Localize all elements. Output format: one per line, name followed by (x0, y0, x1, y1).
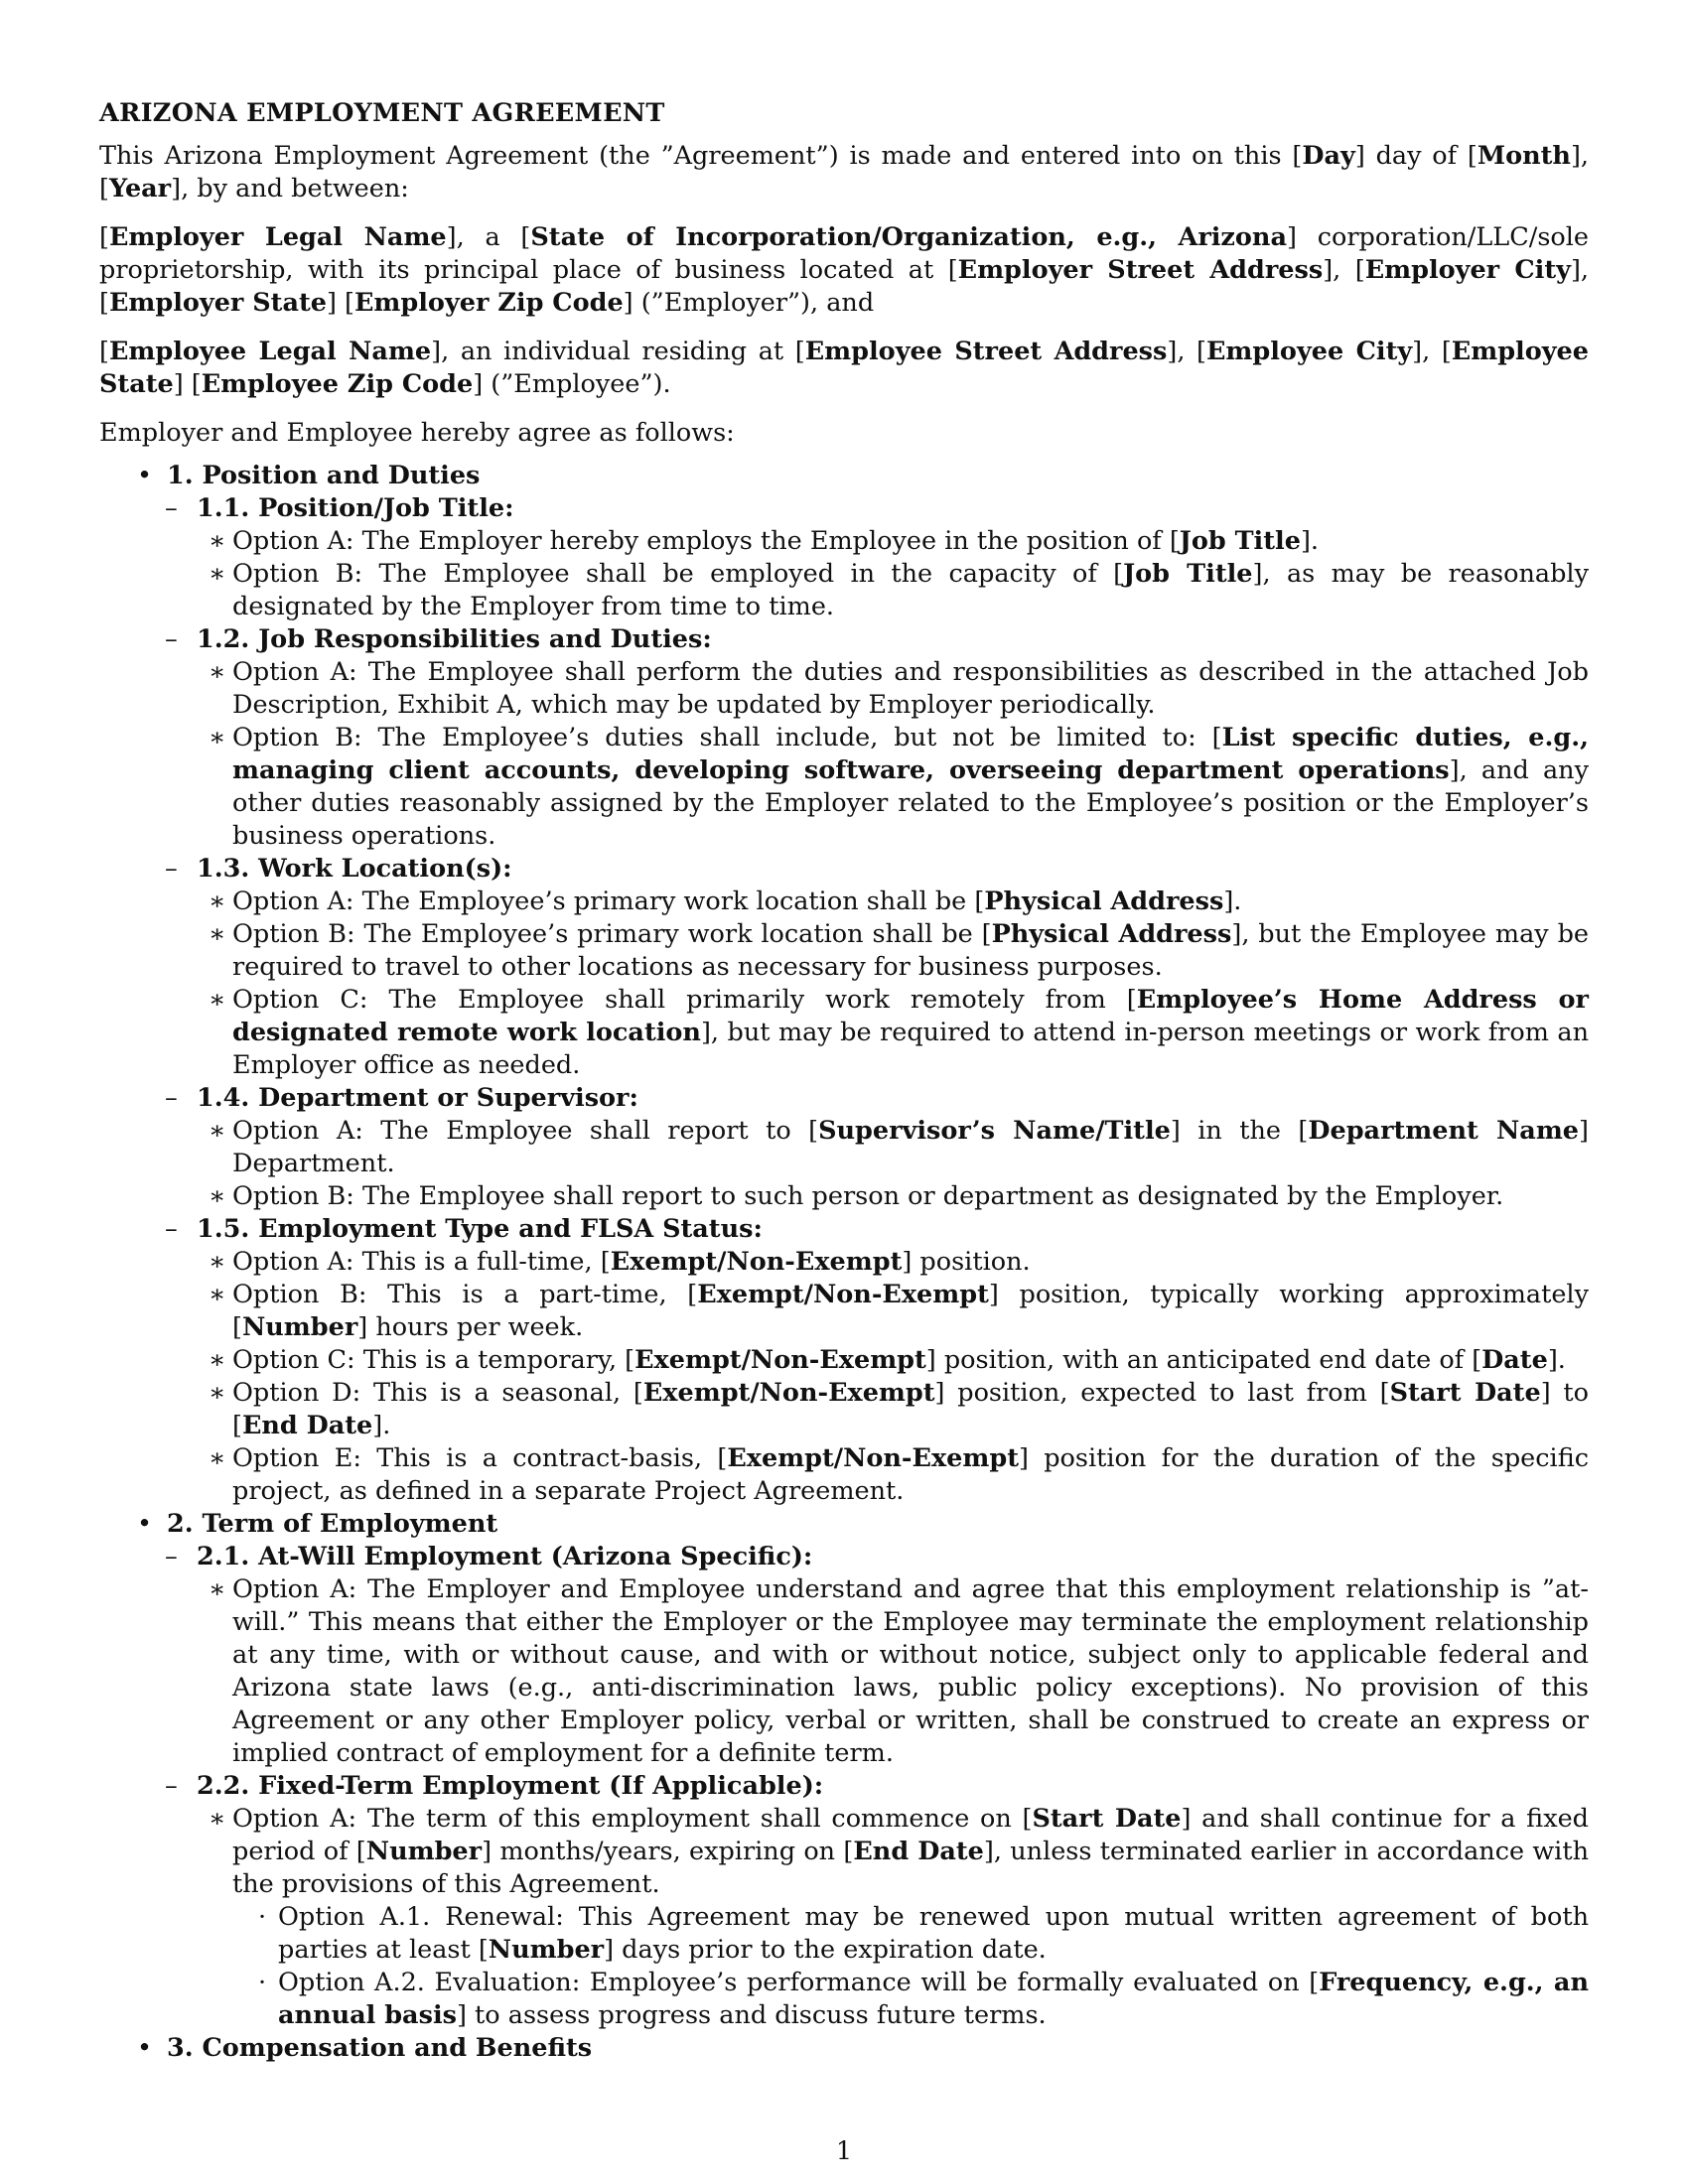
agree-paragraph: Employer and Employee hereby agree as follows: (99, 418, 735, 448)
section-2: • 2. Term of Employment – 2.1. At-Will Employment (Arizona Specific): ∗ Option A: The Employer and Employee understand and agree that this employment relationship is ”at-will.” This means that either the Employer or the Employee may terminate the employment relationship at any time, with or without cause, and with or without notice, subject only to applicable federal and Arizona state laws (e.g., anti-discrimination laws, public policy exceptions). No provision of this Agreement or any other Employer policy, verbal or written, shall be construed to create an express or implied contract of employment for a definite term. – 2.2. Fixed-Term Employment (If Applicable): ∗ Option A: The term of this employment shall commence on [Start Date] and shall continue for a fixed period of [Number] months/years, expiring on [End Date], unless terminated earlier in accordance with the provisions of this Agreement. · Option A.1. Renewal: This Agreement may be renewed upon mutual written agreement of both parties at least [Number] days prior to the expiration date. · Option A.2. Evaluation: Employee’s performance will be formally evaluated on [Frequency, e.g., an annual basis] to assess progress and discuss future terms. (137, 1509, 1590, 2030)
subsection-2-1: – 2.1. At-Will Employment (Arizona Specific): ∗ Option A: The Employer and Employee understand and agree that this employment relationship is ”at-will.” This means that either the Employer or the Employee may terminate the employment relationship at any time, with or without cause, and with or without notice, subject only to applicable federal and Arizona state laws (e.g., anti-discrimination laws, public policy exceptions). No provision of this Agreement or any other Employer policy, verbal or written, shall be construed to create an express or implied contract of employment for a definite term. (135, 1541, 1589, 1770)
section-3: • 3. Compensation and Benefits (137, 2033, 593, 2063)
document-title: ARIZONA EMPLOYMENT AGREEMENT (99, 98, 665, 128)
subsection-2-2: – 2.2. Fixed-Term Employment (If Applicable): ∗ Option A: The term of this employment shall commence on [Start Date] and shall continue for a fixed period of [Number] months/years, expiring on [End Date], unless terminated earlier in accordance with the provisions of this Agreement. · Option A.1. Renewal: This Agreement may be renewed upon mutual written agreement of both parties at least [Number] days prior to the expiration date. · Option A.2. Evaluation: Employee’s performance will be formally evaluated on [Frequency, e.g., an annual basis] to assess progress and discuss future terms. (135, 1770, 1589, 2032)
list-item: ∗ Option B: The Employee’s duties shall include, but not be limited to: [List specific duties, e.g., managing client accounts, developing software, overseeing department operations], and any other duties reasonably assigned by the Employer related to the Employee’s position or the Employer’s business operations. (209, 723, 1589, 851)
subsection-1-5: – 1.5. Employment Type and FLSA Status: ∗ Option A: This is a full-time, [Exempt/Non-Exempt] position. ∗ Option B: This is a part-time, [Exempt/Non-Exempt] position, typically working approximately [Number] hours per week. ∗ Option C: This is a temporary, [Exempt/Non-Exempt] position, with an anticipated end date of [Date]. ∗ Option D: This is a seasonal, [Exempt/Non-Exempt] position, expected to last from [Start Date] to [End Date]. ∗ Option E: This is a contract-basis, [Exempt/Non-Exempt] position for the duration of the specific project, as defined in a separate Project Agreement. (135, 1213, 1589, 1508)
list-item: ∗ Option B: The Employee shall report to such person or department as designated by the Employer. (209, 1181, 1504, 1211)
list-item: ∗ Option A: The Employee shall perform the duties and responsibilities as described in the attached Job Description, Exhibit A, which may be updated by Employer periodically. (209, 657, 1589, 720)
list-item: · Option A.1. Renewal: This Agreement may be renewed upon mutual written agreement of both parties at least [Number] days prior to the expiration date. (258, 1902, 1589, 1965)
employee-paragraph: [Employee Legal Name], an individual residing at [Employee Street Address], [Employee City], [Employee State] [Employee Zip Code] (”Employee”). (99, 337, 1589, 399)
list-item: ∗ Option A: The term of this employment shall commence on [Start Date] and shall continue for a fixed period of [Number] months/years, expiring on [End Date], unless terminated earlier in accordance with the provisions of this Agreement. · Option A.1. Renewal: This Agreement may be renewed upon mutual written agreement of both parties at least [Number] days prior to the expiration date. · Option A.2. Evaluation: Employee’s performance will be formally evaluated on [Frequency, e.g., an annual basis] to assess progress and discuss future terms. (147, 1803, 1589, 2032)
list-item: ∗ Option D: This is a seasonal, [Exempt/Non-Exempt] position, expected to last from [Start Date] to [End Date]. (209, 1378, 1590, 1440)
list-item: ∗ Option B: The Employee’s primary work location shall be [Physical Address], but the Employee may be required to travel to other locations as necessary for business purposes. (209, 919, 1589, 982)
list-item: ∗ Option A: The Employee shall report to [Supervisor’s Name/Title] in the [Department Name] Department. (209, 1116, 1589, 1178)
section-1: • 1. Position and Duties – 1.1. Position/Job Title: ∗ Option A: The Employer hereby employs the Employee in the position of [Job Title]. ∗ Option B: The Employee shall be employed in the capacity of [Job Title], as may be reasonably designated by the Employer from time to time. – 1.2. Job Responsibilities and Duties: ∗ Option A: The Employee shall perform the duties and responsibilities as described in the attached Job Description, Exhibit A, which may be updated by Employer periodically. ∗ Option B: The Employee’s duties shall include, but not be limited to: [List specific duties, e.g., managing client accounts, developing software, overseeing department operations], and any other duties reasonably assigned by the Employer related to the Employee’s position or the Employer’s business operations. – 1.3. Work Location(s): ∗ Option A: The Employee’s primary work location shall be [Physical Address]. ∗ Option B: The Employee’s primary work location shall be [Physical Address], but the Employee may be required to travel to other locations as necessary for business purposes. ∗ Option C: The Employee shall primarily work remotely from [Employee’s Home Address or designated remote work location], but may be required to attend in-person meetings or work from an Employer office as needed. – 1.4. Department or Supervisor: ∗ Option A: The Employee shall report to [Supervisor’s Name/Title] in the [Department Name] Department. ∗ Option B: The Employee shall report to such person or department as designated by the Employer. – 1.5. Employment Type and FLSA Status: ∗ Option A: This is a full-time, [Exempt/Non-Exempt] position. ∗ Option B: This is a part-time, [Exempt/Non-Exempt] position, typically working approximately [Number] hours per week. ∗ Option C: This is a temporary, [Exempt/Non-Exempt] position, with an anticipated end date of [Date]. ∗ Option D: This is a seasonal, [Exempt/Non-Exempt] position, expected to last from [Start Date] to [End Date]. ∗ Option E: This is a contract-basis, [Exempt/Non-Exempt] position for the duration of the specific project, as defined in a separate Project Agreement. (137, 461, 1590, 1506)
section-list (99, 460, 1589, 2065)
list-item: ∗ Option C: The Employee shall primarily work remotely from [Employee’s Home Address or designated remote work location], but may be required to attend in-person meetings or work from an Employer office as needed. (209, 985, 1589, 1080)
list-item: ∗ Option A: The Employer and Employee understand and agree that this employment relationship is ”at-will.” This means that either the Employer or the Employee may terminate the employment relationship at any time, with or without cause, and with or without notice, subject only to applicable federal and Arizona state laws (e.g., anti-discrimination laws, public policy exceptions). No provision of this Agreement or any other Employer policy, verbal or written, shall be construed to create an express or implied contract of employment for a definite term. (209, 1574, 1589, 1768)
document-page (99, 97, 1589, 2065)
list-item: ∗ Option B: The Employee shall be employed in the capacity of [Job Title], as may be reasonably designated by the Employer from time to time. (209, 559, 1589, 621)
list-item: ∗ Option B: This is a part-time, [Exempt/Non-Exempt] position, typically working approximately [Number] hours per week. (209, 1280, 1589, 1342)
subsection-1-2: – 1.2. Job Responsibilities and Duties: ∗ Option A: The Employee shall perform the duties and responsibilities as described in the attached Job Description, Exhibit A, which may be updated by Employer periodically. ∗ Option B: The Employee’s duties shall include, but not be limited to: [List specific duties, e.g., managing client accounts, developing software, overseeing department operations], and any other duties reasonably assigned by the Employer related to the Employee’s position or the Employer’s business operations. (135, 623, 1589, 853)
list-item: · Option A.2. Evaluation: Employee’s performance will be formally evaluated on [Frequency, e.g., an annual basis] to assess progress and discuss future terms. (258, 1968, 1589, 2030)
subsection-1-3: – 1.3. Work Location(s): ∗ Option A: The Employee’s primary work location shall be [Physical Address]. ∗ Option B: The Employee’s primary work location shall be [Physical Address], but the Employee may be required to travel to other locations as necessary for business purposes. ∗ Option C: The Employee shall primarily work remotely from [Employee’s Home Address or designated remote work location], but may be required to attend in-person meetings or work from an Employer office as needed. (135, 853, 1589, 1082)
employer-paragraph: [Employer Legal Name], a [State of Incorporation/Organization, e.g., Arizona] corporation/LLC/sole proprietorship, with its principal place of business located at [Employer Street Address], [Employer City], [Employer State] [Employer Zip Code] (”Employer”), and (99, 222, 1590, 318)
intro-paragraph: This Arizona Employment Agreement (the ”Agreement”) is made and entered into on this [Day] day of [Month], [Year], by and between: (99, 141, 1589, 204)
list-item: ∗ Option E: This is a contract-basis, [Exempt/Non-Exempt] position for the duration of the specific project, as defined in a separate Project Agreement. (209, 1443, 1589, 1506)
list-item: ∗ Option A: This is a full-time, [Exempt/Non-Exempt] position. (209, 1247, 1031, 1277)
list-item: ∗ Option A: The Employer hereby employs the Employee in the position of [Job Title]. (209, 526, 1319, 556)
subsection-1-4: – 1.4. Department or Supervisor: ∗ Option A: The Employee shall report to [Supervisor’s Name/Title] in the [Department Name] Department. ∗ Option B: The Employee shall report to such person or department as designated by the Employer. (135, 1082, 1589, 1213)
list-item: ∗ Option A: The Employee’s primary work location shall be [Physical Address]. (209, 887, 1242, 916)
subsection-1-1: – 1.1. Position/Job Title: ∗ Option A: The Employer hereby employs the Employee in the position of [Job Title]. ∗ Option B: The Employee shall be employed in the capacity of [Job Title], as may be reasonably designated by the Employer from time to time. (135, 492, 1589, 623)
list-item: ∗ Option C: This is a temporary, [Exempt/Non-Exempt] position, with an anticipated end date of [Date]. (209, 1345, 1566, 1375)
page-number: 1 (835, 2136, 853, 2166)
